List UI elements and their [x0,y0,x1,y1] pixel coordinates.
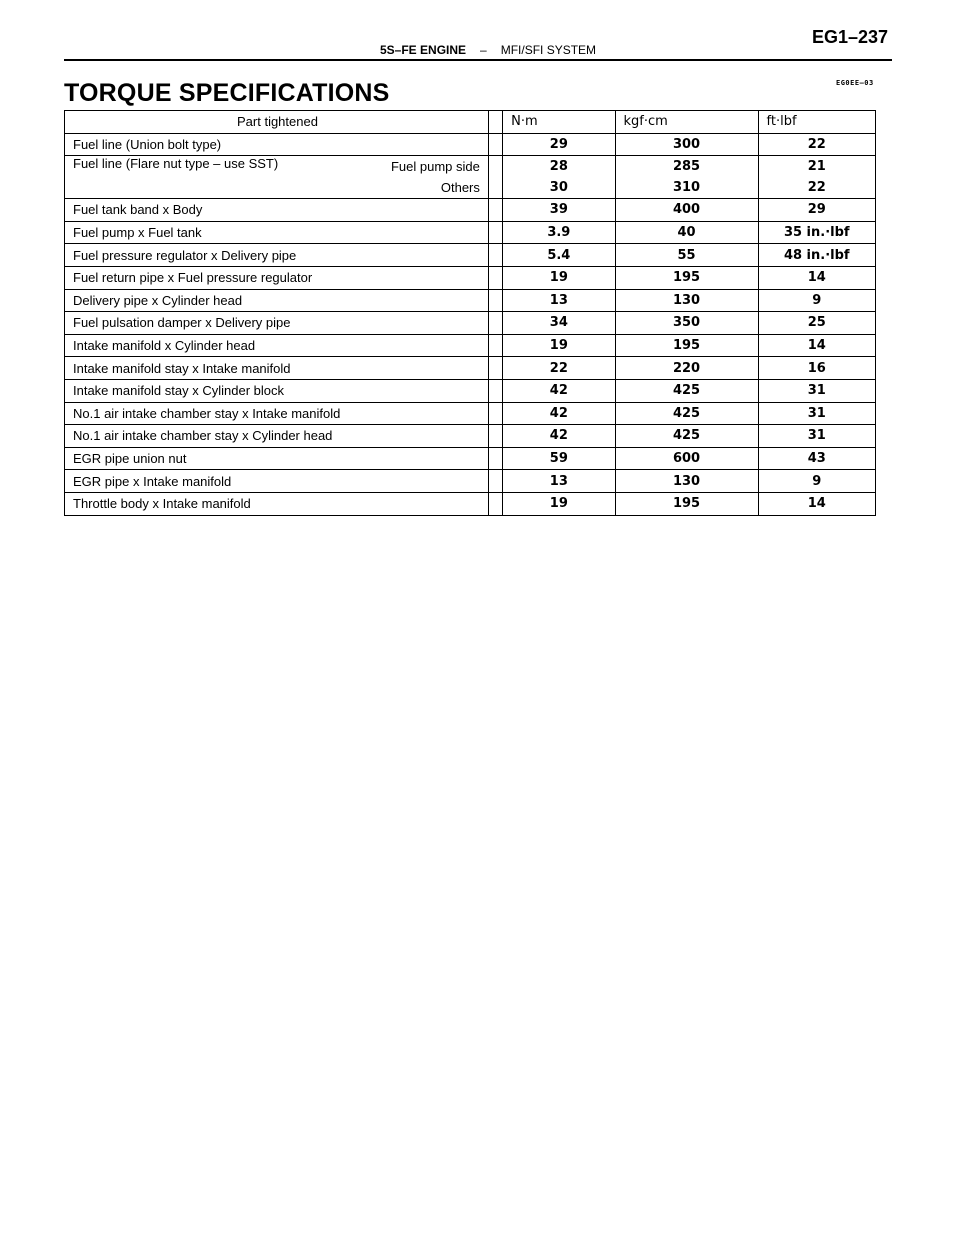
kgfcm-cell: 40 [615,221,758,244]
header-rule [64,59,892,61]
column-gap [488,266,502,289]
ftlbf-cell: 29 [758,199,876,222]
column-gap [488,470,502,493]
column-gap [488,244,502,267]
part-cell: Throttle body x Intake manifold [65,492,489,515]
part-cell: EGR pipe union nut [65,447,489,470]
column-gap [488,199,502,222]
table-row [65,199,876,222]
kgfcm-cell: 425 [615,425,758,448]
ftlbf-cell: 16 [758,357,876,380]
column-gap [488,447,502,470]
table-row [65,402,876,425]
part-cell: Delivery pipe x Cylinder head [65,289,489,312]
column-gap [488,221,502,244]
ftlbf-cell: 31 [758,402,876,425]
kgfcm-value-pump-side: 285 [672,159,701,175]
part-cell: Intake manifold stay x Cylinder block [65,379,489,402]
ftlbf-cell: 22 [758,133,876,156]
nm-cell: 42 [503,402,615,425]
ftlbf-cell: 9 [758,470,876,493]
kgfcm-cell: 195 [615,334,758,357]
ftlbf-cell: 48 in.·lbf [758,244,876,267]
table-row [65,312,876,335]
nm-cell: 19 [503,334,615,357]
table-row [65,133,876,156]
kgfcm-cell [615,156,758,199]
kgfcm-cell: 425 [615,402,758,425]
kgfcm-value-others: 310 [672,180,701,196]
running-header [380,43,596,57]
kgfcm-cell: 400 [615,199,758,222]
table-row [65,244,876,267]
header-kgfcm: kgf·cm [615,111,758,134]
ftlbf-cell [758,156,876,199]
part-cell: No.1 air intake chamber stay x Cylinder head [65,425,489,448]
table-row [65,357,876,380]
part-cell [65,156,489,199]
others-label: Others [440,180,480,196]
ftlbf-cell: 35 in.·lbf [758,221,876,244]
header-system: MFI/SFI SYSTEM [500,43,597,57]
kgfcm-cell: 425 [615,379,758,402]
nm-cell: 5.4 [503,244,615,267]
kgfcm-cell: 55 [615,244,758,267]
column-gap [488,379,502,402]
part-cell: Fuel pressure regulator x Delivery pipe [65,244,489,267]
nm-cell: 19 [503,492,615,515]
fuel-pump-side-label: Fuel pump side [390,159,480,175]
nm-cell [503,156,615,199]
column-gap [488,312,502,335]
table-row [65,425,876,448]
table-row [65,470,876,493]
column-gap [488,357,502,380]
header-part-tightened: Part tightened [65,111,489,134]
header-separator: – [480,43,487,57]
column-gap [488,425,502,448]
part-cell: Intake manifold stay x Intake manifold [65,357,489,380]
nm-cell: 19 [503,266,615,289]
kgfcm-cell: 195 [615,266,758,289]
kgfcm-cell: 350 [615,312,758,335]
header-ftlbf: ft·lbf [758,111,876,134]
nm-cell: 59 [503,447,615,470]
kgfcm-cell: 130 [615,289,758,312]
nm-cell: 39 [503,199,615,222]
column-gap [488,156,502,199]
part-cell: Fuel pulsation damper x Delivery pipe [65,312,489,335]
header-nm: N·m [503,111,615,134]
table-row [65,379,876,402]
nm-cell: 22 [503,357,615,380]
nm-cell: 42 [503,425,615,448]
ftlbf-value-pump-side: 21 [807,159,826,175]
table-row [65,492,876,515]
nm-cell: 3.9 [503,221,615,244]
part-cell: Fuel line (Union bolt type) [65,133,489,156]
part-cell: EGR pipe x Intake manifold [65,470,489,493]
part-cell: Intake manifold x Cylinder head [65,334,489,357]
ftlbf-value-others: 22 [807,180,826,196]
part-cell: No.1 air intake chamber stay x Intake manifold [65,402,489,425]
table-row [65,447,876,470]
page-title: TORQUE SPECIFICATIONS [64,79,390,107]
kgfcm-cell: 130 [615,470,758,493]
ftlbf-cell: 14 [758,334,876,357]
nm-cell: 42 [503,379,615,402]
kgfcm-cell: 300 [615,133,758,156]
part-sub-text [391,156,480,198]
torque-table [64,110,876,516]
reference-code: EG0EE–03 [836,79,874,87]
ftlbf-cell: 43 [758,447,876,470]
ftlbf-cell: 14 [758,492,876,515]
table-row [65,266,876,289]
ftlbf-cell: 14 [758,266,876,289]
nm-cell: 13 [503,470,615,493]
ftlbf-cell: 31 [758,379,876,402]
nm-value-others: 30 [549,180,568,196]
nm-cell: 29 [503,133,615,156]
column-gap [488,402,502,425]
table-row [65,221,876,244]
part-cell: Fuel tank band x Body [65,199,489,222]
nm-value-pump-side: 28 [549,159,568,175]
part-cell: Fuel return pipe x Fuel pressure regulator [65,266,489,289]
part-main-text: Fuel line (Flare nut type – use SST) [73,156,279,172]
ftlbf-cell: 31 [758,425,876,448]
column-gap [488,111,502,134]
table-row [65,156,876,199]
page-number: EG1–237 [811,27,888,47]
table-row [65,334,876,357]
column-gap [488,133,502,156]
column-gap [488,334,502,357]
ftlbf-cell: 9 [758,289,876,312]
table-header-row [65,111,876,134]
table-row [65,289,876,312]
nm-cell: 34 [503,312,615,335]
column-gap [488,492,502,515]
column-gap [488,289,502,312]
kgfcm-cell: 600 [615,447,758,470]
kgfcm-cell: 195 [615,492,758,515]
part-cell: Fuel pump x Fuel tank [65,221,489,244]
ftlbf-cell: 25 [758,312,876,335]
kgfcm-cell: 220 [615,357,758,380]
header-engine: 5S–FE ENGINE [380,43,467,57]
nm-cell: 13 [503,289,615,312]
